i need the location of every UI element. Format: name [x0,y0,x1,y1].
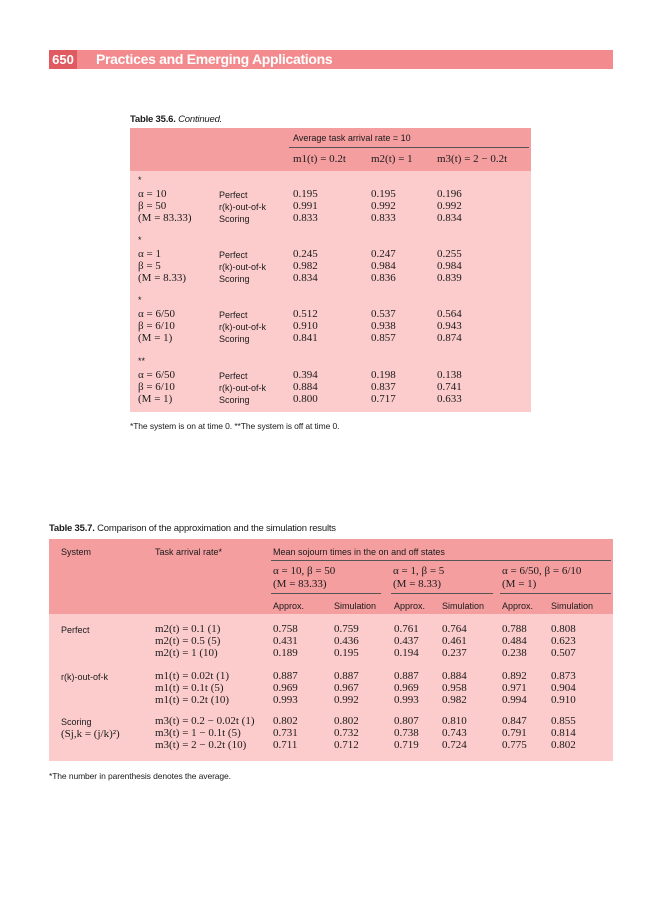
table2-system-label: Scoring [61,717,92,727]
table1-group-marker: * [138,235,142,245]
table2-cell: 0.802 [334,715,359,727]
table2-rate: m3(t) = 2 − 0.2t (10) [155,739,247,751]
table2-cell: 0.971 [502,682,527,694]
table1-cell: 0.800 [293,393,318,405]
running-header-title: Practices and Emerging Applications [96,51,333,67]
table1-cell: 0.245 [293,248,318,260]
table1-cell: 0.943 [437,320,462,332]
table1-method: Perfect [219,310,248,320]
table2-rate: m2(t) = 1 (10) [155,647,218,659]
table1 [130,128,531,412]
table2-caption-label: Table 35.7. [49,523,95,534]
table1-caption-text: Continued. [178,114,223,125]
table1-cell: 0.836 [371,272,396,284]
table1-param: (M = 8.33) [138,272,187,284]
table2-cell: 0.802 [273,715,298,727]
table2-header-rule-2b [391,593,493,594]
table1-cell: 0.834 [437,212,462,224]
table1-param: (M = 83.33) [138,212,192,224]
table1-cell: 0.833 [371,212,396,224]
page-number: 650 [49,50,77,69]
table1-method: r(k)-out-of-k [219,202,266,212]
table2-cell: 0.731 [273,727,298,739]
table1-cell: 0.841 [293,332,318,344]
table2-subheader: Simulation [334,601,377,611]
table2-footnote: *The number in parenthesis denotes the average. [49,771,231,781]
table2-cell: 0.743 [442,727,467,739]
table1-method: Scoring [219,395,250,405]
table1-cell: 0.837 [371,381,396,393]
table1-cell: 0.834 [293,272,318,284]
table1-param: β = 50 [138,200,167,212]
table2-cell: 0.195 [334,647,359,659]
table2-rate: m2(t) = 0.1 (1) [155,623,221,635]
table2-cell: 0.887 [273,670,298,682]
table2-subheader: Simulation [551,601,594,611]
table1-cell: 0.196 [437,188,462,200]
table1-method: Perfect [219,371,248,381]
table2-subheader: Approx. [273,601,305,611]
table2-cell: 0.775 [502,739,527,751]
table1-param: β = 6/10 [138,320,175,332]
table2-cell: 0.887 [334,670,359,682]
table2-cell: 0.623 [551,635,576,647]
table2-cell: 0.993 [273,694,298,706]
table2-system-sublabel: (Sj,k = (j/k)²) [61,728,120,740]
table1-caption [130,114,222,125]
table1-param: α = 6/50 [138,369,176,381]
table2-cell: 0.808 [551,623,576,635]
table2-cell: 0.958 [442,682,467,694]
table2-header-rate: Task arrival rate* [155,547,223,557]
table1-cell: 0.992 [437,200,462,212]
table2-cell: 0.712 [334,739,359,751]
table2-cell: 0.873 [551,670,576,682]
table2-cell: 0.759 [334,623,359,635]
table2-cell: 0.992 [334,694,359,706]
table2-cell: 0.810 [442,715,467,727]
table2-cell: 0.807 [394,715,419,727]
table1-param: α = 1 [138,248,161,260]
table1-cell: 0.884 [293,381,318,393]
table2-cell: 0.732 [334,727,359,739]
table1-cell: 0.984 [371,260,396,272]
table1-cell: 0.992 [371,200,396,212]
table1-method: Perfect [219,250,248,260]
table2-cell: 0.993 [394,694,419,706]
table1-header-rule [289,147,529,148]
table1-cell: 0.537 [371,308,396,320]
table2-header-rule-1 [271,560,611,561]
table2-caption-text: Comparison of the approximation and the simulation results [97,523,336,534]
table1-cell: 0.195 [371,188,396,200]
table1-cell: 0.874 [437,332,462,344]
table2-cell: 0.761 [394,623,419,635]
table2-subheader: Approx. [502,601,534,611]
table1-param: (M = 1) [138,393,173,405]
table2-header-system: System [61,547,92,557]
table2-header-rule-2a [271,593,381,594]
table2-cell: 0.238 [502,647,527,659]
table1-method: r(k)-out-of-k [219,383,266,393]
table1-cell: 0.857 [371,332,396,344]
table2-param-set-1-line1: α = 10, β = 50 [273,565,336,577]
table1-cell: 0.717 [371,393,396,405]
table2-param-set-3-line2: (M = 1) [502,578,537,590]
table2-header-rule-2c [500,593,611,594]
table2-cell: 0.967 [334,682,359,694]
table2-cell: 0.814 [551,727,576,739]
table1-cell: 0.138 [437,369,462,381]
table2-cell: 0.711 [273,739,298,751]
table1-col-header-2: m2(t) = 1 [371,153,413,165]
table2-cell: 0.969 [273,682,298,694]
table1-cell: 0.394 [293,369,318,381]
table1-method: r(k)-out-of-k [219,262,266,272]
table1-group-marker: * [138,175,142,185]
table2-subheader: Simulation [442,601,485,611]
table2-system-label: Perfect [61,625,90,635]
table2-cell: 0.719 [394,739,419,751]
table1-group-marker: ** [138,356,146,366]
table2-param-set-3-line1: α = 6/50, β = 6/10 [502,565,582,577]
table2-subheader: Approx. [394,601,426,611]
table1-cell: 0.910 [293,320,318,332]
table2-cell: 0.724 [442,739,467,751]
table2-cell: 0.431 [273,635,298,647]
table1-col-header-3: m3(t) = 2 − 0.2t [437,153,508,165]
table2-rate: m3(t) = 1 − 0.1t (5) [155,727,241,739]
table2-rate: m1(t) = 0.02t (1) [155,670,230,682]
table1-cell: 0.938 [371,320,396,332]
table1-cell: 0.991 [293,200,318,212]
table2-cell: 0.910 [551,694,576,706]
table2-rate: m1(t) = 0.2t (10) [155,694,230,706]
table2-cell: 0.847 [502,715,527,727]
table1-cell: 0.633 [437,393,462,405]
table2-cell: 0.194 [394,647,419,659]
table1-cell: 0.984 [437,260,462,272]
table1-param: α = 6/50 [138,308,176,320]
table1-method: Perfect [219,190,248,200]
table2-system-label: r(k)-out-of-k [61,672,108,682]
table1-param: (M = 1) [138,332,173,344]
table1-cell: 0.512 [293,308,318,320]
table2-param-set-2-line1: α = 1, β = 5 [393,565,445,577]
table1-footnote: *The system is on at time 0. **The system is off at time 0. [130,421,340,431]
table1-cell: 0.839 [437,272,462,284]
table2-cell: 0.969 [394,682,419,694]
table2-cell: 0.892 [502,670,527,682]
table1-cell: 0.255 [437,248,462,260]
table2-cell: 0.507 [551,647,576,659]
table2-cell: 0.461 [442,635,467,647]
table2-rate: m1(t) = 0.1t (5) [155,682,224,694]
table1-param: β = 5 [138,260,161,272]
table1-cell: 0.982 [293,260,318,272]
table2-param-set-1-line2: (M = 83.33) [273,578,327,590]
table1-col-group: Average task arrival rate = 10 [293,133,411,143]
table2-cell: 0.189 [273,647,298,659]
table2 [49,539,613,761]
table2-cell: 0.887 [394,670,419,682]
table1-cell: 0.247 [371,248,396,260]
table2-cell: 0.484 [502,635,527,647]
table1-param: α = 10 [138,188,167,200]
table1-method: r(k)-out-of-k [219,322,266,332]
table2-cell: 0.788 [502,623,527,635]
table2-cell: 0.802 [551,739,576,751]
table2-rate: m3(t) = 0.2 − 0.02t (1) [155,715,255,727]
table1-col-header-1: m1(t) = 0.2t [293,153,346,165]
table2-rate: m2(t) = 0.5 (5) [155,635,221,647]
table2-cell: 0.982 [442,694,467,706]
table1-cell: 0.833 [293,212,318,224]
table1-param: β = 6/10 [138,381,175,393]
table2-cell: 0.738 [394,727,419,739]
table2-param-set-2-line2: (M = 8.33) [393,578,442,590]
table2-cell: 0.758 [273,623,298,635]
table1-method: Scoring [219,274,250,284]
table1-cell: 0.741 [437,381,462,393]
table2-cell: 0.994 [502,694,527,706]
table2-cell: 0.436 [334,635,359,647]
table1-method: Scoring [219,214,250,224]
table2-cell: 0.437 [394,635,419,647]
table2-caption [49,523,336,534]
table1-cell: 0.198 [371,369,396,381]
table2-cell: 0.884 [442,670,467,682]
table1-cell: 0.195 [293,188,318,200]
table2-cell: 0.237 [442,647,467,659]
table2-header-group: Mean sojourn times in the on and off states [273,547,445,557]
table1-caption-label: Table 35.6. [130,114,176,125]
table2-cell: 0.764 [442,623,467,635]
table2-cell: 0.904 [551,682,576,694]
table2-cell: 0.855 [551,715,576,727]
table2-cell: 0.791 [502,727,527,739]
table1-method: Scoring [219,334,250,344]
table1-cell: 0.564 [437,308,462,320]
table1-group-marker: * [138,295,142,305]
